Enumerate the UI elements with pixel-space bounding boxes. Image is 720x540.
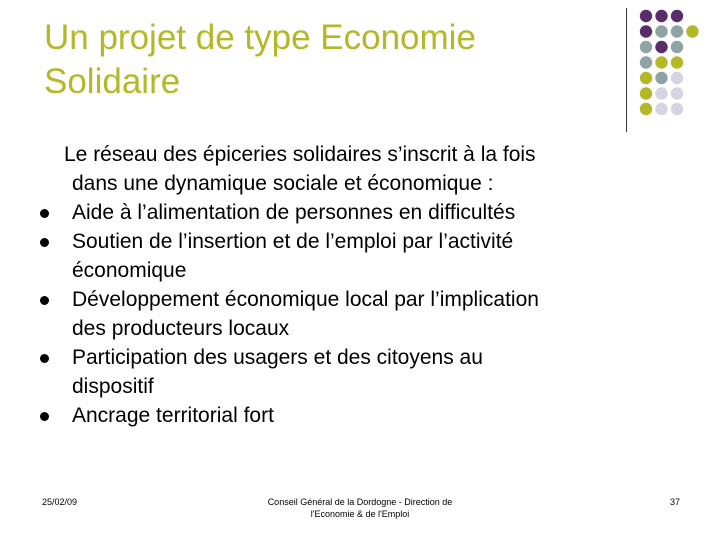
decorative-dot-grid <box>638 8 720 118</box>
bullet-dot-icon <box>40 209 49 218</box>
decorative-dot <box>655 10 667 22</box>
slide-title <box>44 16 604 104</box>
bullet-text: Soutien de l’insertion et de l’emploi par l’activité <box>72 230 514 253</box>
footer-organization-line1: Conseil Général de la Dordogne - Direction de <box>267 497 453 507</box>
bullet-text: Aide à l’alimentation de personnes en difficultés <box>72 201 516 224</box>
intro-line1: Le réseau des épiceries solidaires s’inscrit à la fois <box>64 143 536 166</box>
bullet-dot-icon <box>40 412 49 421</box>
footer-page-number: 37 <box>669 497 680 507</box>
slide-body <box>40 140 680 430</box>
bullet-text: Développement économique local par l’implication <box>72 288 539 311</box>
decorative-dot <box>640 10 652 22</box>
decorative-dot <box>671 87 683 99</box>
intro-paragraph <box>40 140 680 198</box>
bullet-item <box>40 401 680 430</box>
bullet-item <box>40 343 680 401</box>
footer-organization <box>250 496 470 520</box>
bullet-item <box>40 198 680 227</box>
decorative-dot <box>671 72 683 84</box>
bullet-text-cont: économique <box>72 259 187 282</box>
decorative-dot <box>686 25 698 37</box>
decorative-dot <box>671 10 683 22</box>
bullet-text: Ancrage territorial fort <box>72 404 274 427</box>
decorative-dot <box>655 103 667 115</box>
decorative-dot <box>671 25 683 37</box>
decorative-dot <box>655 87 667 99</box>
decorative-dot <box>640 25 652 37</box>
intro-line2: dans une dynamique sociale et économique : <box>72 172 494 195</box>
decorative-dot <box>671 103 683 115</box>
bullet-dot-icon <box>40 296 49 305</box>
slide-title-line1: Un projet de type Economie <box>44 18 476 57</box>
decorative-dot <box>640 72 652 84</box>
bullet-dot-icon <box>40 354 49 363</box>
decorative-dot <box>671 41 683 53</box>
decorative-dot <box>640 87 652 99</box>
decorative-dot <box>655 56 667 68</box>
bullet-item <box>40 227 680 285</box>
decorative-divider-line <box>626 8 627 132</box>
slide-title-line2: Solidaire <box>44 62 181 101</box>
decorative-dot <box>655 72 667 84</box>
bullet-text-cont: des producteurs locaux <box>72 317 290 340</box>
bullet-text-cont: dispositif <box>72 375 154 398</box>
bullet-dot-icon <box>40 238 49 247</box>
decorative-dot <box>671 56 683 68</box>
bullet-text: Participation des usagers et des citoyens au <box>72 346 483 369</box>
footer-organization-line2: l'Economie & de l'Emploi <box>310 509 410 519</box>
decorative-dot <box>640 103 652 115</box>
bullet-list <box>40 198 680 430</box>
bullet-item <box>40 285 680 343</box>
footer-date: 25/02/09 <box>42 497 78 507</box>
decorative-dot <box>655 41 667 53</box>
decorative-dot <box>655 25 667 37</box>
decorative-dot <box>640 56 652 68</box>
decorative-dot <box>640 41 652 53</box>
